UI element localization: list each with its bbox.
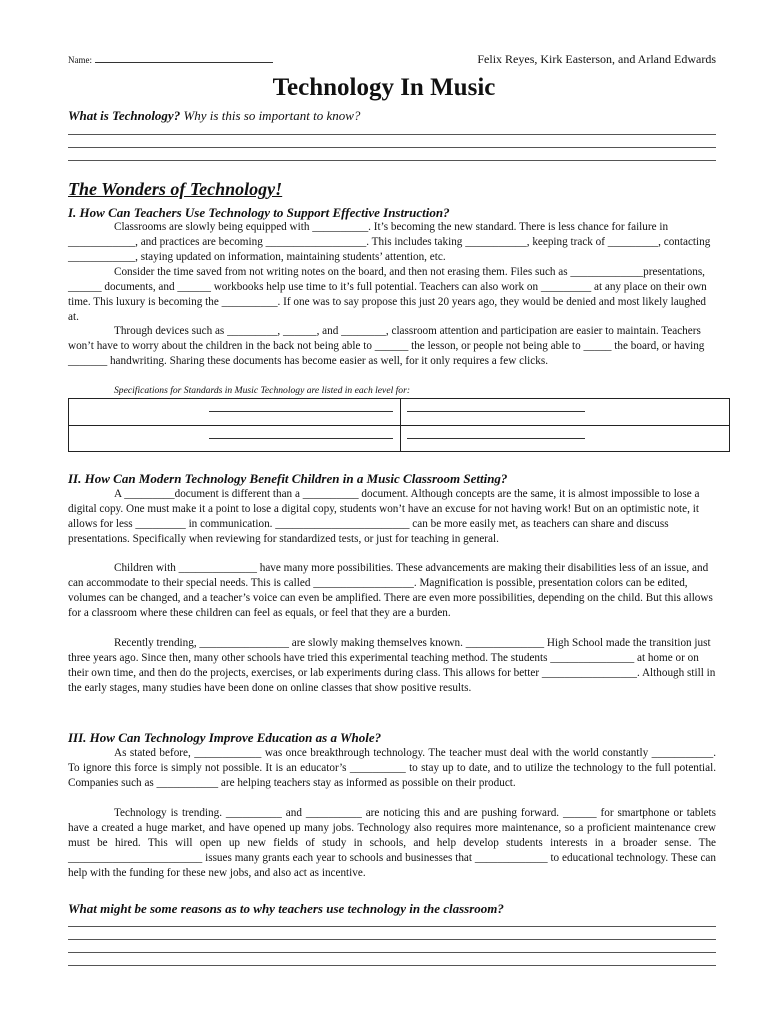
spec-table-row [69,426,729,452]
fill-in-blank[interactable] [209,411,393,412]
answer-line [68,952,716,953]
name-field [68,54,273,65]
closing-question: What might be some reasons as to why teachers use technology in the classroom? [68,901,504,916]
answer-line [68,939,716,940]
paragraph: Technology is trending. __________ and __________ are noticing this and are pushing forward. ______ for smartphone or tablets have a created a huge market, and have opened up many jobs. Technology also requires more maintenance, so a proficient maintenance crew must be hired. This will open up new fields of study in schools, and help develop students interests in a broader sense. The ________________________ issues many grants each year to schools and businesses that _____________ to educational technology. These can help with the funding for these new jobs, and also act as incentive. [68,807,716,879]
section-heading-2: II. How Can Modern Technology Benefit Children in a Music Classroom Setting? [68,471,508,486]
spec-table-row [69,399,729,426]
paragraph: A _________document is different than a __________ document. Although concepts are the same, it is almost impossible to lose a digital copy. One must make it a point to lose a digital copy, students won’t have an excuse for not having work! But on an optimistic note, it allows for less _________ in communication. ________________________ can be more easily met, as teachers can share and discuss presentations. Specifically when reviewing for standardized tests, or just for teaching in general. [68,488,700,545]
page-title: Technology In Music [272,74,496,101]
paragraph: Children with ______________ have many more possibilities. These advancements are making their disabilities less of an issue, and can accommodate to their special needs. This is called __________________. Magnification is possible, presentation colors can be edited, volumes can be changed, and a teacher’s voice can even be amplified. There are even more possibilities, depending on the child. But this allows for a classroom where these children can feel as equals, or feel that they are a burden. [68,562,713,619]
paragraph: Classrooms are slowly being equipped with __________. It’s becoming the new standard. There is less chance for failure in ____________, and practices are becoming __________________. This includes taking ___________, keeping track of _________, contacting ____________, staying updated on information, maintaining students’ attention, etc. [68,221,711,263]
paragraph: Through devices such as _________, ______, and ________, classroom attention and participation are easier to maintain. Teachers won’t have to worry about the children in the back not being able to ______ the lesson, or people not being able to _____ the board, or having _______ handwriting. Sharing these documents has become easier as well, for it only requires a few clicks. [68,325,705,367]
paragraph: Recently trending, ________________ are slowly making themselves known. ______________ High School made the transition just three years ago. Since then, many other schools have tried this experimental teaching method. The students _______________ at home or on their own time, and then do the projects, exercises, or lab experiments during class. This allows for better _________________. Although still in the early stages, many studies have been done on online classes that show positive results. [68,637,716,694]
header [68,52,716,68]
fill-in-blank[interactable] [407,438,585,439]
answer-line [68,926,716,927]
fill-in-blank[interactable] [209,438,393,439]
intro-question-bold: What is Technology? [68,108,181,123]
answer-line [68,965,716,966]
answer-line [68,160,716,161]
section-heading-1: I. How Can Teachers Use Technology to Support Effective Instruction? [68,205,450,220]
paragraph: Consider the time saved from not writing notes on the board, and then not erasing them. Files such as _____________presentations, ______ documents, and ______ workbooks help use time to it’s full potential. Teachers can also work on _________ at any place on their own time. This luxury is becoming the __________. If one was to say propose this just 20 years ago, they would be denied and most likely laughed at. [68,266,707,323]
paragraph: As stated before, ____________ was once breakthrough technology. The teacher must deal with the world constantly ___________. To ignore this force is simply not possible. It is an educator’s __________ to stay up to date, and to utilize the technology to the full potential. Companies such as ___________ are helping teachers stay as informed as possible on their product. [68,747,716,789]
intro-question-rest: Why is this so important to know? [180,108,361,123]
name-label: Name: [68,55,92,65]
intro-question [68,108,360,124]
answer-line [68,134,716,135]
spec-table [68,398,730,452]
fill-in-blank[interactable] [407,411,585,412]
section-heading-3: III. How Can Technology Improve Education as a Whole? [68,730,382,745]
authors: Felix Reyes, Kirk Easterson, and Arland Edwards [477,52,716,66]
spec-table-divider [400,399,401,451]
answer-line [68,147,716,148]
name-blank-line [95,54,273,63]
section-title-wonders: The Wonders of Technology! [68,179,283,199]
spec-caption: Specifications for Standards in Music Technology are listed in each level for: [114,385,411,396]
